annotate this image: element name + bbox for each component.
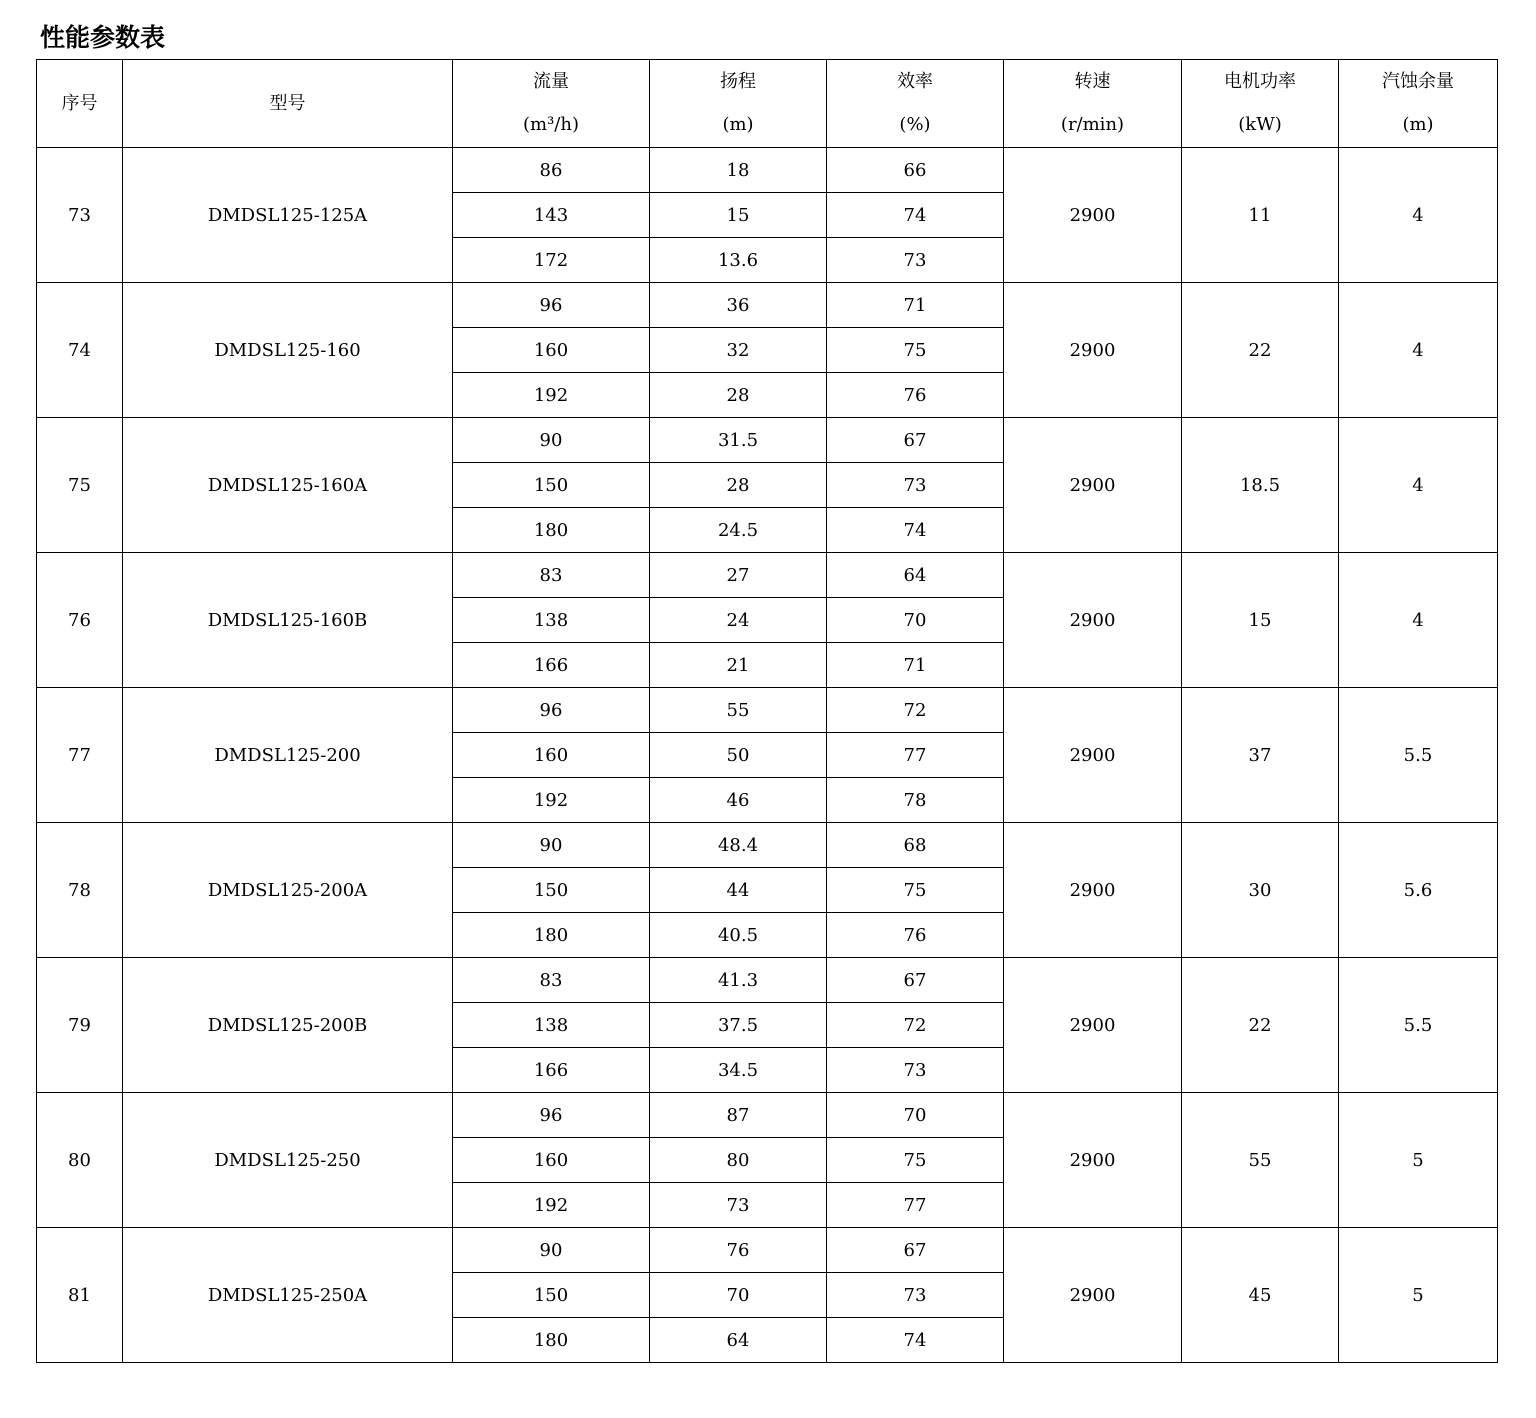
table-row (37, 418, 1498, 463)
head-cell: 15 (650, 193, 827, 238)
power-cell: 22 (1182, 958, 1339, 1093)
header-efficiency: 效率 (%) (827, 60, 1004, 148)
head-cell: 55 (650, 688, 827, 733)
speed-cell: 2900 (1004, 823, 1182, 958)
table-row (37, 553, 1498, 598)
speed-cell: 2900 (1004, 1093, 1182, 1228)
npsh-cell: 5 (1339, 1093, 1498, 1228)
head-cell: 50 (650, 733, 827, 778)
table-row (37, 1228, 1498, 1273)
power-cell: 55 (1182, 1093, 1339, 1228)
npsh-cell: 5.6 (1339, 823, 1498, 958)
speed-cell: 2900 (1004, 148, 1182, 283)
efficiency-cell: 64 (827, 553, 1004, 598)
table-row (37, 688, 1498, 733)
header-speed: 转速 (r/min) (1004, 60, 1182, 148)
npsh-cell: 5.5 (1339, 688, 1498, 823)
npsh-cell: 4 (1339, 148, 1498, 283)
power-cell: 37 (1182, 688, 1339, 823)
npsh-cell: 4 (1339, 418, 1498, 553)
efficiency-cell: 74 (827, 1318, 1004, 1363)
flow-cell: 86 (453, 148, 650, 193)
speed-cell: 2900 (1004, 553, 1182, 688)
seq-cell: 77 (37, 688, 123, 823)
efficiency-cell: 77 (827, 733, 1004, 778)
seq-cell: 78 (37, 823, 123, 958)
efficiency-cell: 75 (827, 868, 1004, 913)
head-cell: 13.6 (650, 238, 827, 283)
head-cell: 34.5 (650, 1048, 827, 1093)
flow-cell: 180 (453, 913, 650, 958)
header-npsh: 汽蚀余量 (m) (1339, 60, 1498, 148)
head-cell: 27 (650, 553, 827, 598)
head-cell: 28 (650, 373, 827, 418)
power-cell: 22 (1182, 283, 1339, 418)
head-cell: 80 (650, 1138, 827, 1183)
efficiency-cell: 73 (827, 238, 1004, 283)
head-cell: 21 (650, 643, 827, 688)
head-cell: 41.3 (650, 958, 827, 1003)
npsh-cell: 5.5 (1339, 958, 1498, 1093)
efficiency-cell: 67 (827, 1228, 1004, 1273)
flow-cell: 83 (453, 553, 650, 598)
efficiency-cell: 77 (827, 1183, 1004, 1228)
model-cell: DMDSL125-250A (123, 1228, 453, 1363)
table-row (37, 148, 1498, 193)
table-row (37, 958, 1498, 1003)
npsh-cell: 4 (1339, 553, 1498, 688)
table-row (37, 823, 1498, 868)
flow-cell: 90 (453, 418, 650, 463)
efficiency-cell: 74 (827, 193, 1004, 238)
flow-cell: 83 (453, 958, 650, 1003)
seq-cell: 80 (37, 1093, 123, 1228)
efficiency-cell: 76 (827, 373, 1004, 418)
efficiency-cell: 67 (827, 958, 1004, 1003)
flow-cell: 180 (453, 508, 650, 553)
efficiency-cell: 73 (827, 1273, 1004, 1318)
flow-cell: 138 (453, 598, 650, 643)
model-cell: DMDSL125-250 (123, 1093, 453, 1228)
head-cell: 24.5 (650, 508, 827, 553)
performance-table (36, 59, 1498, 1363)
seq-cell: 73 (37, 148, 123, 283)
head-cell: 46 (650, 778, 827, 823)
head-cell: 31.5 (650, 418, 827, 463)
flow-cell: 150 (453, 1273, 650, 1318)
head-cell: 73 (650, 1183, 827, 1228)
seq-cell: 79 (37, 958, 123, 1093)
model-cell: DMDSL125-200B (123, 958, 453, 1093)
speed-cell: 2900 (1004, 958, 1182, 1093)
efficiency-cell: 70 (827, 1093, 1004, 1138)
efficiency-cell: 72 (827, 688, 1004, 733)
header-seq: 序号 (37, 60, 123, 148)
flow-cell: 160 (453, 733, 650, 778)
head-cell: 76 (650, 1228, 827, 1273)
efficiency-cell: 74 (827, 508, 1004, 553)
head-cell: 40.5 (650, 913, 827, 958)
model-cell: DMDSL125-160A (123, 418, 453, 553)
power-cell: 15 (1182, 553, 1339, 688)
head-cell: 24 (650, 598, 827, 643)
flow-cell: 166 (453, 643, 650, 688)
head-cell: 18 (650, 148, 827, 193)
seq-cell: 81 (37, 1228, 123, 1363)
seq-cell: 75 (37, 418, 123, 553)
efficiency-cell: 72 (827, 1003, 1004, 1048)
header-flow: 流量 (m³/h) (453, 60, 650, 148)
flow-cell: 192 (453, 1183, 650, 1228)
npsh-cell: 4 (1339, 283, 1498, 418)
head-cell: 32 (650, 328, 827, 373)
page-title: 性能参数表 (40, 23, 166, 52)
flow-cell: 172 (453, 238, 650, 283)
efficiency-cell: 75 (827, 1138, 1004, 1183)
header-head: 扬程 (m) (650, 60, 827, 148)
flow-cell: 143 (453, 193, 650, 238)
speed-cell: 2900 (1004, 688, 1182, 823)
efficiency-cell: 73 (827, 1048, 1004, 1093)
flow-cell: 150 (453, 868, 650, 913)
head-cell: 64 (650, 1318, 827, 1363)
flow-cell: 180 (453, 1318, 650, 1363)
flow-cell: 96 (453, 283, 650, 328)
flow-cell: 150 (453, 463, 650, 508)
efficiency-cell: 75 (827, 328, 1004, 373)
flow-cell: 166 (453, 1048, 650, 1093)
seq-cell: 74 (37, 283, 123, 418)
model-cell: DMDSL125-160B (123, 553, 453, 688)
speed-cell: 2900 (1004, 418, 1182, 553)
table-row (37, 1093, 1498, 1138)
header-power: 电机功率 (kW) (1182, 60, 1339, 148)
power-cell: 11 (1182, 148, 1339, 283)
model-cell: DMDSL125-125A (123, 148, 453, 283)
head-cell: 48.4 (650, 823, 827, 868)
flow-cell: 138 (453, 1003, 650, 1048)
head-cell: 70 (650, 1273, 827, 1318)
power-cell: 30 (1182, 823, 1339, 958)
efficiency-cell: 68 (827, 823, 1004, 868)
table-row (37, 283, 1498, 328)
flow-cell: 96 (453, 688, 650, 733)
head-cell: 37.5 (650, 1003, 827, 1048)
head-cell: 36 (650, 283, 827, 328)
efficiency-cell: 66 (827, 148, 1004, 193)
efficiency-cell: 73 (827, 463, 1004, 508)
model-cell: DMDSL125-160 (123, 283, 453, 418)
flow-cell: 160 (453, 328, 650, 373)
seq-cell: 76 (37, 553, 123, 688)
npsh-cell: 5 (1339, 1228, 1498, 1363)
flow-cell: 192 (453, 778, 650, 823)
head-cell: 44 (650, 868, 827, 913)
model-cell: DMDSL125-200A (123, 823, 453, 958)
speed-cell: 2900 (1004, 1228, 1182, 1363)
table-body (37, 148, 1498, 1363)
speed-cell: 2900 (1004, 283, 1182, 418)
head-cell: 87 (650, 1093, 827, 1138)
flow-cell: 90 (453, 1228, 650, 1273)
head-cell: 28 (650, 463, 827, 508)
flow-cell: 90 (453, 823, 650, 868)
flow-cell: 96 (453, 1093, 650, 1138)
efficiency-cell: 78 (827, 778, 1004, 823)
power-cell: 18.5 (1182, 418, 1339, 553)
efficiency-cell: 71 (827, 643, 1004, 688)
flow-cell: 192 (453, 373, 650, 418)
header-row (37, 60, 1498, 148)
efficiency-cell: 67 (827, 418, 1004, 463)
model-cell: DMDSL125-200 (123, 688, 453, 823)
efficiency-cell: 71 (827, 283, 1004, 328)
efficiency-cell: 76 (827, 913, 1004, 958)
power-cell: 45 (1182, 1228, 1339, 1363)
flow-cell: 160 (453, 1138, 650, 1183)
efficiency-cell: 70 (827, 598, 1004, 643)
header-model: 型号 (123, 60, 453, 148)
